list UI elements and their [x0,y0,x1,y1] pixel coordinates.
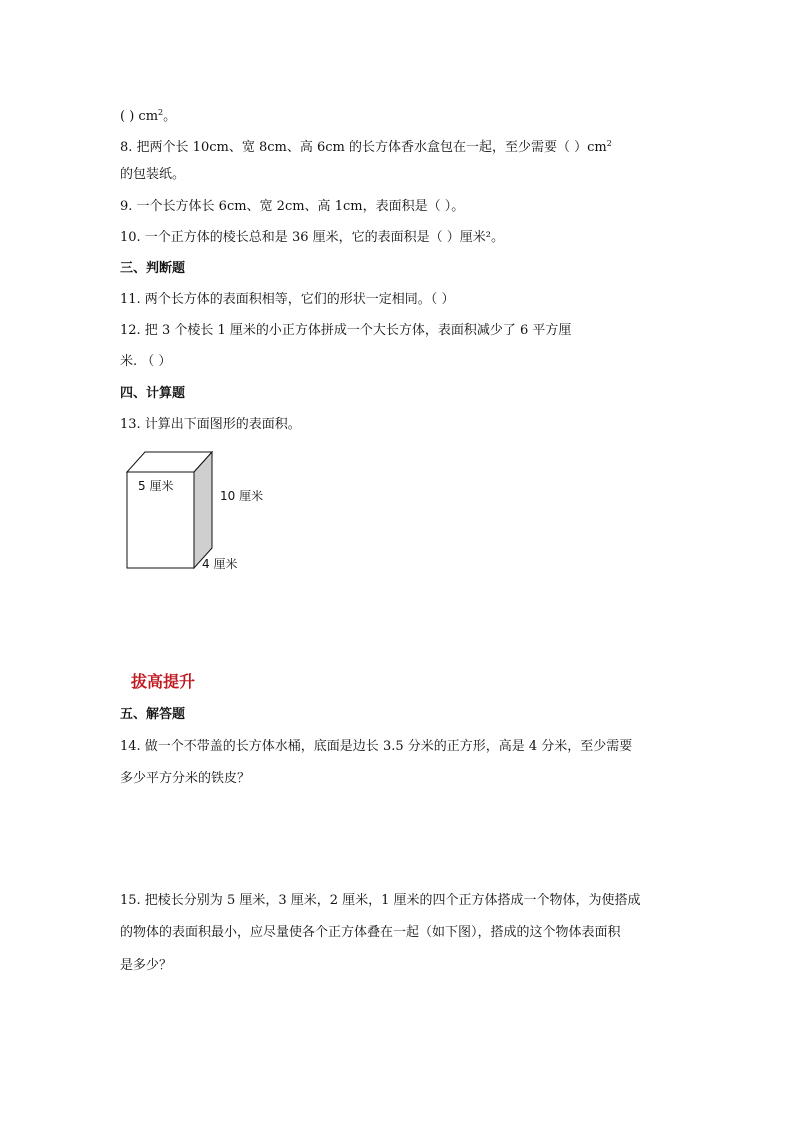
question-9: 9. 一个长方体长 6cm、宽 2cm、高 1cm，表面积是（ ）。 [120,199,465,214]
blank-text: ( ) cm [120,109,159,124]
superscript: 2 [158,108,164,117]
question-15-cont: 的物体的表面积最小，应尽量使各个正方体叠在一起（如下图），搭成的这个物体表面积 [120,925,621,940]
question-8 [120,135,612,157]
section-solve-heading: 五、解答题 [120,707,186,722]
question-14: 14. 做一个不带盖的长方体水桶，底面是边长 3.5 分米的正方形，高是 4 分米，至少需要 [120,739,633,754]
question-10: 10. 一个正方体的棱长总和是 36 厘米，它的表面积是（ ）厘米²。 [120,230,504,245]
label-height: 10 厘米 [220,489,264,503]
question-8-cont [120,166,185,184]
question-8-text: 8. 把两个长 10cm、宽 8cm、高 6cm 的长方体香水盒包在一起，至少需要（ ）cm [120,140,607,155]
superscript: 2 [606,139,612,148]
section-title-advanced: 拔高提升 [131,672,196,691]
section-judgement-heading: 三、判断题 [120,261,186,276]
question-11: 11. 两个长方体的表面积相等，它们的形状一定相同。（ ） [120,292,455,307]
cuboid-figure [118,448,288,574]
question-12-cont: 米. （ ） [120,354,172,369]
line-blank-cm2 [120,104,176,126]
question-8-text-2: 的包装纸。 [120,167,186,182]
question-12: 12. 把 3 个棱长 1 厘米的小正方体拼成一个大长方体，表面积减少了 6 平方厘 [120,323,572,338]
question-13: 13. 计算出下面图形的表面积。 [120,417,301,432]
question-15: 15. 把棱长分别为 5 厘米，3 厘米，2 厘米，1 厘米的四个正方体搭成一个物体，为使搭成 [120,893,641,908]
cuboid-side-face [194,452,212,568]
period: 。 [163,109,177,124]
label-depth: 4 厘米 [202,557,238,571]
question-15-cont-2: 是多少？ [120,958,173,973]
section-calculation-heading: 四、计算题 [120,386,186,401]
question-14-cont: 多少平方分米的铁皮？ [120,771,251,786]
label-width: 5 厘米 [138,479,174,493]
